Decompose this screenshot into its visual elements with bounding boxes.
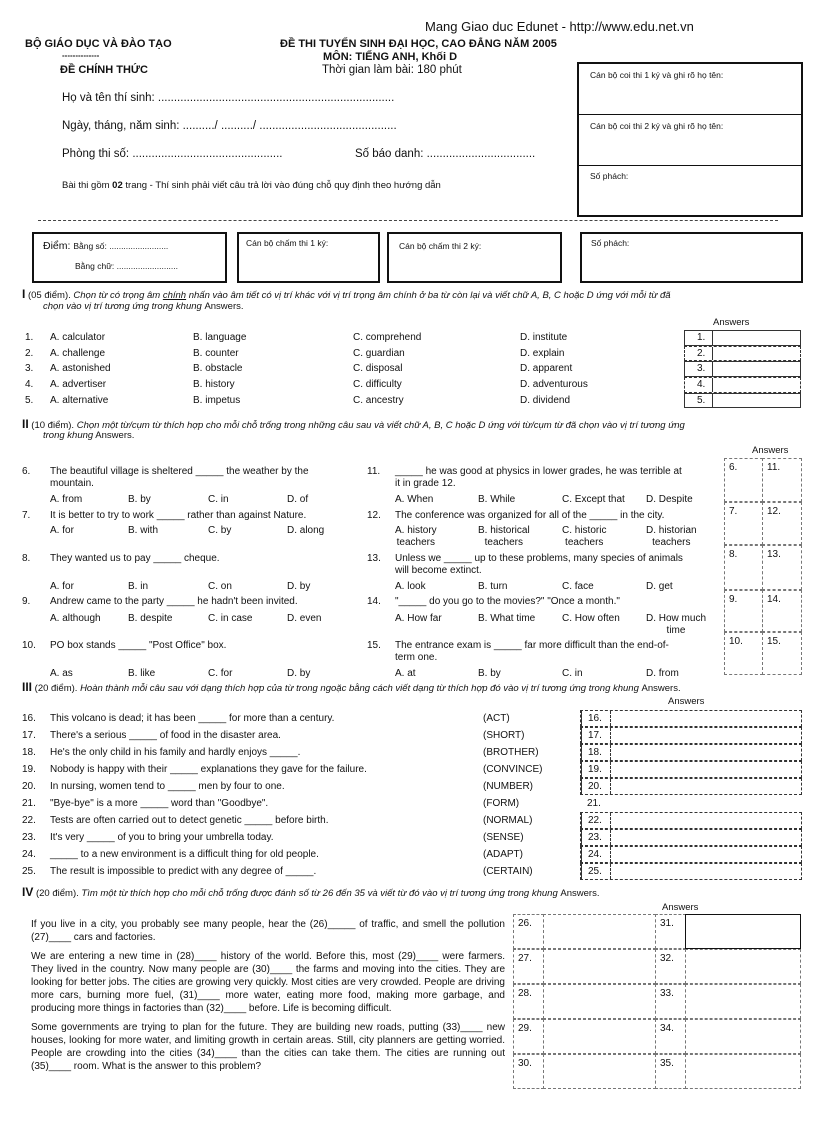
answer-box[interactable] — [580, 846, 802, 863]
section-2-instructions-line2 — [43, 430, 134, 441]
answer-cell[interactable]: 15. — [762, 632, 802, 675]
answer-cell[interactable]: 8. — [724, 545, 763, 590]
note-pages: 02 — [112, 180, 123, 191]
answer-option: C. in — [562, 668, 583, 679]
score-text: Điểm: — [43, 240, 71, 252]
answer-cell[interactable] — [543, 949, 656, 984]
answers-label: Answers — [713, 317, 750, 328]
question-text: "Bye-bye" is a more _____ word than "Goodbye". — [50, 798, 269, 809]
root-word: (CONVINCE) — [483, 764, 543, 775]
answer-option: C. face — [562, 581, 594, 592]
answer-cell[interactable]: 9. — [724, 590, 763, 632]
paragraph: If you live in a city, you probably see many people, hear the (26)_____ of traffic, and smell the pollution (27)____ cars and factories. — [31, 919, 505, 943]
answer-option: C. for — [208, 668, 233, 679]
divider — [579, 165, 801, 166]
question-text: The conference was organized for all of the _____ in the city. — [395, 510, 665, 521]
code-box — [580, 232, 803, 283]
answer-option: B. despite — [128, 613, 173, 624]
answer-number-cell: 26. — [513, 914, 544, 949]
question-number: 11. — [367, 466, 381, 477]
answer-number: 5. — [685, 394, 713, 408]
section-number: IV — [22, 885, 34, 899]
score-in-numbers: Bằng số: ......................... — [73, 241, 169, 251]
answer-option: A. history teachers — [395, 525, 437, 548]
answer-number-cell: 28. — [513, 984, 544, 1019]
root-word: (ADAPT) — [483, 849, 523, 860]
question-text: He's the only child in his family and hardly enjoys _____. — [50, 747, 301, 758]
question-number: 20. — [22, 781, 36, 792]
instr: Answers. — [641, 683, 681, 694]
answer-option: D. Despite — [646, 494, 693, 505]
question-text: There's a serious _____ of food in the disaster area. — [50, 730, 281, 741]
question-number: 24. — [22, 849, 36, 860]
question-text: it in grade 12. — [395, 478, 456, 489]
instr: trong khung — [43, 430, 94, 441]
answer-option: A. at — [395, 668, 416, 679]
question-number: 12. — [367, 510, 381, 521]
ministry-divider: -------------- — [62, 51, 100, 60]
candidate-number-field[interactable]: Số báo danh: .................................. — [355, 148, 536, 160]
instr: Answers. — [204, 301, 244, 312]
instr: Tìm một từ thích hợp cho mỗi chỗ trống được đánh số từ 26 đến 35 và viết từ đó vào vị trí tương ứng trong khung — [81, 888, 561, 899]
answer-option: D. How much time — [646, 613, 707, 636]
answer-option: A. for — [50, 525, 74, 536]
question-text: "_____ do you go to the movies?" "Once a month." — [395, 596, 620, 607]
proctor2-label: Cán bộ coi thi 2 ký và ghi rõ họ tên: — [590, 121, 724, 131]
question-number: 18. — [22, 747, 36, 758]
question-number: 22. — [22, 815, 36, 826]
answer-box[interactable] — [684, 330, 801, 346]
answer-number: 23. — [581, 830, 611, 845]
section-number: II — [22, 417, 29, 431]
instr: Chọn một từ/cụm từ thích hợp cho mỗi chỗ trống trong những câu sau và viết chữ A, B, C hoặc D ứng với từ/cụm từ đã chọn vào vị trí tương ứng — [76, 420, 685, 431]
note-text: Bài thi gồm — [62, 180, 113, 191]
exam-room-field[interactable]: Phòng thi số: ............................................... — [62, 148, 283, 160]
answer-number: 18. — [581, 745, 611, 760]
answer-option: B. impetus — [193, 394, 241, 406]
score-in-words: Bằng chữ: .......................... — [75, 261, 179, 271]
answer-option: C. in — [208, 494, 229, 505]
answer-option: B. While — [478, 494, 516, 505]
answer-cell[interactable]: 7. — [724, 502, 763, 545]
answer-number: 1. — [685, 331, 713, 345]
question-text: It's very _____ of you to bring your umbrella today. — [50, 832, 274, 843]
ministry-name: BỘ GIÁO DỤC VÀ ĐÀO TẠO — [25, 38, 172, 50]
answer-option: C. on — [208, 581, 232, 592]
question-number: 2. — [25, 347, 34, 359]
answer-cell[interactable] — [685, 949, 801, 984]
question-number: 16. — [22, 713, 36, 724]
question-number: 13. — [367, 553, 381, 564]
root-word: (SENSE) — [483, 832, 524, 843]
question-text: mountain. — [50, 478, 94, 489]
answer-number: 24. — [581, 847, 611, 862]
answer-option: A. astonished — [50, 363, 111, 375]
answer-option: B. by — [128, 494, 151, 505]
instr: chọn vào vị trí tương ứng trong khung — [43, 301, 205, 312]
answer-option: B. historical teachers — [478, 525, 530, 548]
exam-time: Thời gian làm bài: 180 phút — [322, 64, 462, 76]
question-number: 6. — [22, 466, 31, 477]
official-label: ĐỀ CHÍNH THỨC — [60, 64, 148, 76]
answer-cell[interactable]: 12. — [762, 502, 802, 545]
section-number: I — [22, 287, 26, 301]
answers-label: Answers — [668, 696, 705, 707]
candidate-name-field[interactable]: Họ và tên thí sinh: .......................................................................... — [62, 92, 395, 104]
paragraph: Some governments are trying to plan for the future. They are building new roads, putting (33)____ new houses, looking for more water, and limiting growth in certain areas. Still, city planners are getting worried. People are crowding into the cities (34)____ than the cities can take them. The cities are running out (35)____ room. What is the answer to this problem? — [31, 1022, 505, 1072]
question-number: 7. — [22, 510, 31, 521]
paragraph: We are entering a new time in (28)____ history of the world. Before this, most (29)____ were farmers. They lived in the country. Now many people are (30)____ the farms and moving into the cities. They are looking for better jobs. The cities are growing very quickly. Most cities are very crowded. People are driving more cars, burning more fuel, (31)____ more water, eating more food, making more garbage, and producing more things in factories than (32)____ before. Life is becoming difficult. — [31, 951, 505, 1014]
answer-option: B. counter — [193, 347, 239, 359]
score-box — [32, 232, 227, 283]
instr: Answers. — [560, 888, 600, 899]
note-text: trang - Thí sinh phải viết câu trả lời vào đúng chỗ quy định theo hướng dẫn — [122, 180, 441, 191]
answer-cell[interactable]: 14. — [762, 590, 802, 632]
answer-number: 16. — [581, 711, 611, 726]
answer-option: D. along — [287, 525, 325, 536]
answer-option: C. disposal — [353, 363, 403, 375]
question-text: The beautiful village is sheltered _____ the weather by the — [50, 466, 309, 477]
answer-number-cell: 27. — [513, 949, 544, 984]
section-points: (05 điểm). — [25, 290, 74, 301]
answer-box[interactable] — [580, 744, 802, 761]
section-points: (20 điểm). — [32, 683, 81, 694]
answers-label: Answers — [662, 902, 699, 913]
answer-number-cell: 32. — [655, 949, 686, 984]
instr: Answers. — [93, 430, 135, 441]
question-number: 8. — [22, 553, 31, 564]
answer-cell[interactable] — [543, 914, 656, 949]
question-number: 4. — [25, 379, 34, 391]
answer-option: D. even — [287, 613, 322, 624]
answer-number-cell: 31. — [655, 914, 686, 949]
root-word: (SHORT) — [483, 730, 525, 741]
answer-number: 17. — [581, 728, 611, 743]
question-text: It is better to try to work _____ rather than against Nature. — [50, 510, 307, 521]
answer-option: A. for — [50, 581, 74, 592]
answer-box[interactable] — [580, 863, 802, 880]
answer-number: 3. — [685, 362, 713, 376]
question-text: The result is impossible to predict with any degree of _____. — [50, 866, 317, 877]
answer-box[interactable] — [580, 829, 802, 846]
section-1-instructions — [22, 287, 671, 301]
reading-passage — [31, 918, 505, 1079]
question-text: Unless we _____ up to these problems, many species of animals — [395, 553, 683, 564]
root-word: (CERTAIN) — [483, 866, 533, 877]
answer-option: A. How far — [395, 613, 442, 624]
exam-note — [62, 180, 441, 191]
instr: Chọn từ có trọng âm — [73, 290, 163, 301]
answer-option: D. from — [646, 668, 679, 679]
answer-option: B. like — [128, 668, 156, 679]
answer-box[interactable] — [580, 710, 802, 727]
proctor-box — [577, 62, 803, 217]
answer-option: D. apparent — [520, 363, 573, 375]
question-text: This volcano is dead; it has been _____ for more than a century. — [50, 713, 335, 724]
answer-option: A. from — [50, 494, 83, 505]
answer-option: B. obstacle — [193, 363, 243, 375]
answer-number-cell: 33. — [655, 984, 686, 1019]
question-text: term one. — [395, 652, 438, 663]
answer-number: 21. — [587, 798, 601, 809]
answer-option: D. institute — [520, 332, 568, 343]
answers-label: Answers — [752, 445, 789, 456]
answer-field[interactable] — [611, 798, 802, 813]
answer-box[interactable] — [580, 778, 802, 795]
source-line: Mang Giao duc Edunet - http://www.edu.net.vn — [425, 19, 694, 34]
question-text: Andrew came to the party _____ he hadn't been invited. — [50, 596, 298, 607]
question-number: 3. — [25, 363, 34, 375]
answer-option: A. calculator — [50, 332, 106, 343]
answer-cell[interactable] — [685, 1019, 801, 1054]
question-text: Nobody is happy with their _____ explanations they gave for the failure. — [50, 764, 367, 775]
answer-cell[interactable]: 6. — [724, 458, 763, 502]
root-word: (FORM) — [483, 798, 520, 809]
answer-number: 2. — [685, 347, 713, 361]
section-points: (20 điểm). — [33, 888, 82, 899]
instr: nhấn vào âm tiết có vị trí khác với vị trí trọng âm chính ở ba từ còn lại và viết chữ A, B, C hoặc D ứng với mỗi từ đã — [186, 290, 671, 301]
answer-number-cell: 34. — [655, 1019, 686, 1054]
question-number: 15. — [367, 640, 381, 651]
question-number: 1. — [25, 332, 34, 343]
exam-title: ĐỀ THI TUYỂN SINH ĐẠI HỌC, CAO ĐẲNG NĂM 2005 — [280, 38, 557, 50]
answer-option: C. ancestry — [353, 394, 404, 406]
answer-option: A. although — [50, 613, 101, 624]
question-number: 14. — [367, 596, 381, 607]
answer-box[interactable] — [580, 761, 802, 778]
divider — [579, 114, 801, 115]
section-points: (10 điểm). — [28, 420, 77, 431]
answer-cell[interactable]: 10. — [724, 632, 763, 675]
answer-option: A. alternative — [50, 394, 109, 406]
answer-option: C. by — [208, 525, 232, 536]
answer-option: B. language — [193, 332, 247, 343]
answer-box[interactable] — [684, 346, 801, 362]
answer-option: D. historian teachers — [646, 525, 697, 548]
root-word: (BROTHER) — [483, 747, 539, 758]
answer-number: 20. — [581, 779, 611, 794]
answer-number: 25. — [581, 864, 611, 879]
answer-number-cell: 29. — [513, 1019, 544, 1054]
answer-option: A. advertiser — [50, 379, 107, 391]
answer-option: C. difficulty — [353, 379, 402, 391]
proctor1-label: Cán bộ coi thi 1 ký và ghi rõ họ tên: — [590, 70, 724, 80]
answer-cell[interactable]: 13. — [762, 545, 802, 590]
exam-subject: MÔN: TIẾNG ANH, Khối D — [323, 51, 458, 63]
grader2-label: Cán bộ chấm thi 2 ký: — [399, 241, 482, 251]
question-number: 25. — [22, 866, 36, 877]
answer-cell[interactable] — [685, 914, 801, 949]
instr: Hoàn thành mỗi câu sau với dạng thích hợp của từ trong ngoặc bằng cách viết dạng từ thích hợp đó vào vị trí tương ứng trong khung — [80, 683, 642, 694]
score-label — [43, 240, 168, 252]
question-number: 5. — [25, 394, 34, 406]
answer-option: B. by — [478, 668, 501, 679]
answer-number-cell: 35. — [655, 1054, 686, 1089]
answer-option: D. by — [287, 668, 311, 679]
question-number: 10. — [22, 640, 36, 651]
question-text: The entrance exam is _____ far more difficult than the end-of- — [395, 640, 669, 651]
section-1-instructions-line2 — [43, 301, 244, 312]
question-text: _____ to a new environment is a difficult thing for old people. — [50, 849, 319, 860]
answer-box[interactable] — [684, 361, 801, 377]
answer-cell[interactable] — [543, 1054, 656, 1089]
section-number: III — [22, 680, 33, 694]
root-word: (NORMAL) — [483, 815, 533, 826]
answer-number: 4. — [685, 378, 713, 392]
grader2-box — [387, 232, 562, 283]
answer-option: D. by — [287, 581, 311, 592]
answer-option: D. explain — [520, 347, 565, 359]
question-number: 23. — [22, 832, 36, 843]
answer-option: B. history — [193, 379, 235, 391]
grader1-box — [237, 232, 380, 283]
answer-option: D. get — [646, 581, 673, 592]
answer-option: B. What time — [478, 613, 536, 624]
answer-option: C. How often — [562, 613, 620, 624]
question-text: In nursing, women tend to _____ men by four to one. — [50, 781, 285, 792]
answer-cell[interactable] — [685, 984, 801, 1019]
question-text: They wanted us to pay _____ cheque. — [50, 553, 220, 564]
answer-option: C. guardian — [353, 347, 405, 359]
root-word: (NUMBER) — [483, 781, 533, 792]
answer-option: C. in case — [208, 613, 253, 624]
question-text: will become extinct. — [395, 565, 482, 576]
answer-option: A. When — [395, 494, 434, 505]
question-text: _____ he was good at physics in lower grades, he was terrible at — [395, 466, 682, 477]
root-word: (ACT) — [483, 713, 510, 724]
answer-cell[interactable] — [543, 984, 656, 1019]
answer-box[interactable] — [684, 393, 801, 409]
instr: chính — [162, 290, 187, 301]
question-text: Tests are often carried out to detect genetic _____ before birth. — [50, 815, 329, 826]
answer-number: 22. — [581, 813, 611, 828]
answer-number: 19. — [581, 762, 611, 777]
section-2-instructions — [22, 417, 685, 431]
question-text: PO box stands _____ "Post Office" box. — [50, 640, 227, 651]
answer-option: C. Except that — [562, 494, 625, 505]
answer-option: B. with — [128, 525, 159, 536]
answer-option: A. challenge — [50, 347, 106, 359]
answer-option: C. comprehend — [353, 332, 422, 343]
answer-option: A. as — [50, 668, 73, 679]
answer-option: D. dividend — [520, 394, 571, 406]
code-label: Số phách: — [590, 171, 629, 181]
code-label: Số phách: — [591, 238, 630, 248]
answer-cell[interactable] — [543, 1019, 656, 1054]
answer-option: D. adventurous — [520, 379, 588, 391]
answer-cell[interactable]: 11. — [762, 458, 802, 502]
answer-box[interactable] — [580, 727, 802, 744]
answer-option: B. turn — [478, 581, 508, 592]
answer-option: D. of — [287, 494, 309, 505]
answer-box[interactable] — [580, 812, 802, 829]
answer-number-cell: 30. — [513, 1054, 544, 1089]
answer-option: A. look — [395, 581, 426, 592]
cut-line — [38, 220, 778, 221]
grader1-label: Cán bộ chấm thi 1 ký: — [246, 238, 329, 248]
answer-option: B. in — [128, 581, 149, 592]
section-4-instructions — [22, 885, 599, 899]
answer-box[interactable] — [684, 377, 801, 393]
question-number: 19. — [22, 764, 36, 775]
section-3-instructions — [22, 680, 681, 694]
question-number: 21. — [22, 798, 36, 809]
question-number: 17. — [22, 730, 36, 741]
date-of-birth-field[interactable]: Ngày, tháng, năm sinh: ........../ ........../ ........................................... — [62, 120, 397, 132]
answer-option: C. historic teachers — [562, 525, 607, 548]
answer-cell[interactable] — [685, 1054, 801, 1089]
question-number: 9. — [22, 596, 31, 607]
